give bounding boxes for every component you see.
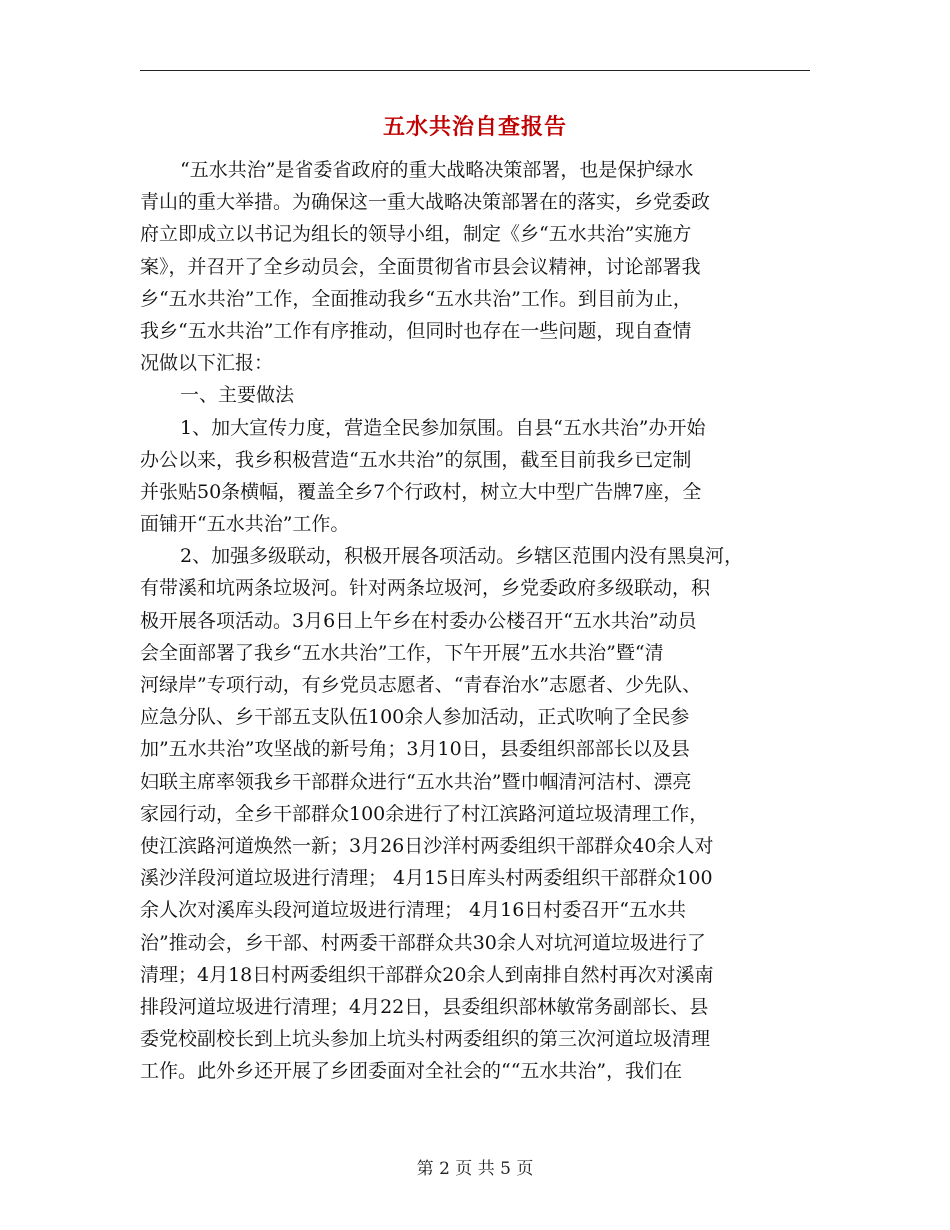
document-body <box>140 154 810 1087</box>
body-line: 有带溪和坑两条垃圾河。针对两条垃圾河，乡党委政府多级联动，积 <box>140 577 711 600</box>
body-line: “五水共治”是省委省政府的重大战略决策部署，也是保护绿水 <box>180 159 694 181</box>
body-line: 溪沙洋段河道垃圾进行清理； 4月15日库头村两委组织干部群众100 <box>140 867 713 890</box>
body-line: 并张贴50条横幅，覆盖全乡7个行政村，树立大中型广告牌7座，全 <box>140 480 702 503</box>
body-line: 极开展各项活动。3月6日上午乡在村委办公楼召开“五水共治”动员 <box>140 609 697 632</box>
body-line: 府立即成立以书记为组长的领导小组，制定《乡“五水共治”实施方 <box>140 223 692 246</box>
body-line: 1、加大宣传力度，营造全民参加氛围。自县“五水共治”办开始 <box>180 416 706 439</box>
body-line: 委党校副校长到上坑头参加上坑头村两委组织的第三次河道垃圾清理 <box>140 1028 711 1051</box>
body-line: 办公以来，我乡积极营造“五水共治”的氛围，截至目前我乡已定制 <box>140 448 692 471</box>
body-line: 排段河道垃圾进行清理；4月22日，县委组织部林敏常务副部长、县 <box>140 995 709 1018</box>
body-line: 乡“五水共治”工作，全面推动我乡“五水共治”工作。到目前为止， <box>140 287 692 310</box>
body-line: 妇联主席率领我乡干部群众进行“五水共治”暨巾帼清河洁村、漂亮 <box>140 770 692 793</box>
header-rule <box>140 70 810 71</box>
body-line: 治”推动会，乡干部、村两委干部群众共30余人对坑河道垃圾进行了 <box>140 931 706 954</box>
body-line: 河绿岸”专项行动，有乡党员志愿者、“青春治水”志愿者、少先队、 <box>140 674 702 696</box>
body-line: 使江滨路河道焕然一新；3月26日沙洋村两委组织干部群众40余人对 <box>140 834 714 857</box>
body-line: 清理；4月18日村两委组织干部群众20余人到南排自然村再次对溪南 <box>140 963 714 986</box>
body-line: 案》，并召开了全乡动员会，全面贯彻省市县会议精神，讨论部署我 <box>140 255 701 278</box>
page-number: 第 2 页 共 5 页 <box>416 1159 534 1179</box>
body-line: 会全面部署了我乡“五水共治”工作，下午开展”五水共治”暨“清 <box>140 641 664 664</box>
body-line: 2、加强多级联动，积极开展各项活动。乡辖区范围内没有黑臭河， <box>180 545 744 568</box>
body-line: 青山的重大举措。为确保这一重大战略决策部署在的落实，乡党委政 <box>140 191 711 214</box>
body-line: 应急分队、乡干部五支队伍100余人参加活动，正式吹响了全民参 <box>140 706 690 729</box>
body-line: 余人次对溪库头段河道垃圾进行清理； 4月16日村委召开“五水共 <box>140 899 687 922</box>
body-line: 加”五水共治”攻坚战的新号角；3月10日，县委组织部部长以及县 <box>140 738 690 761</box>
body-line: 我乡“五水共治”工作有序推动，但同时也存在一些问题，现自查情 <box>140 319 692 342</box>
body-line: 家园行动，全乡干部群众100余进行了村江滨路河道垃圾清理工作， <box>140 802 709 825</box>
body-line: 面铺开“五水共治”工作。 <box>140 513 350 536</box>
body-line: 工作。此外乡还开展了乡团委面对全社会的““五水共治”，我们在 <box>140 1060 683 1083</box>
body-line: 况做以下汇报： <box>140 352 274 375</box>
section-heading: 一、主要做法 <box>180 384 295 407</box>
document-title: 五水共治自查报告 <box>382 115 567 140</box>
